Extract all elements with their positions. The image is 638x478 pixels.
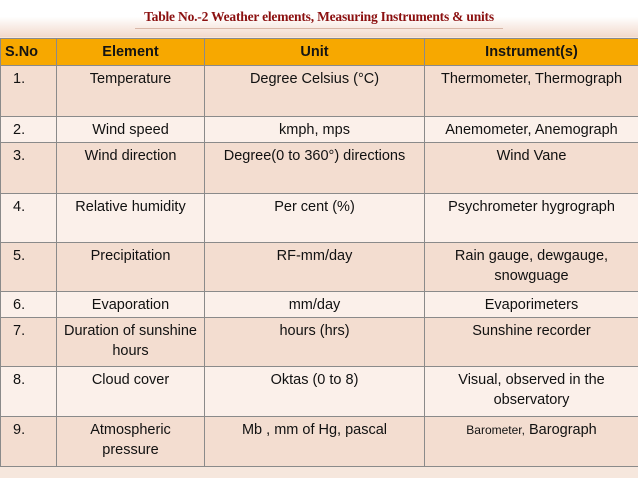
- header-element: Element: [57, 39, 205, 66]
- instrument-barometer: Barometer,: [466, 423, 525, 437]
- table-row: [1, 243, 638, 292]
- title-bar: [0, 0, 638, 37]
- cell-unit: Degree(0 to 360°) directions: [205, 143, 425, 194]
- cell-sno: 1.: [1, 66, 57, 117]
- cell-instrument: [425, 417, 638, 467]
- cell-element: Wind speed: [57, 117, 205, 143]
- cell-element: Cloud cover: [57, 367, 205, 417]
- cell-unit: mm/day: [205, 292, 425, 318]
- slide-title: Table No.-2 Weather elements, Measuring Instruments & units: [144, 9, 494, 24]
- cell-element: Relative humidity: [57, 194, 205, 243]
- cell-sno: 3.: [1, 143, 57, 194]
- table-row: [1, 117, 638, 143]
- cell-element: Wind direction: [57, 143, 205, 194]
- title-underline: [135, 28, 503, 29]
- weather-elements-table: [0, 38, 638, 467]
- cell-sno: 9.: [1, 417, 57, 467]
- table-row: [1, 194, 638, 243]
- header-instrument: Instrument(s): [425, 39, 638, 66]
- cell-sno: 8.: [1, 367, 57, 417]
- cell-element: Duration of sunshine hours: [57, 318, 205, 367]
- cell-instrument: Psychrometer hygrograph: [425, 194, 638, 243]
- cell-sno: 7.: [1, 318, 57, 367]
- cell-element: Atmospheric pressure: [57, 417, 205, 467]
- cell-sno: 2.: [1, 117, 57, 143]
- cell-instrument: Wind Vane: [425, 143, 638, 194]
- cell-element: Temperature: [57, 66, 205, 117]
- cell-unit: Mb , mm of Hg, pascal: [205, 417, 425, 467]
- cell-unit: Per cent (%): [205, 194, 425, 243]
- cell-instrument: Anemometer, Anemograph: [425, 117, 638, 143]
- cell-unit: hours (hrs): [205, 318, 425, 367]
- cell-instrument: Evaporimeters: [425, 292, 638, 318]
- table-header-row: [1, 39, 638, 66]
- cell-instrument: Sunshine recorder: [425, 318, 638, 367]
- header-unit: Unit: [205, 39, 425, 66]
- cell-element: Precipitation: [57, 243, 205, 292]
- cell-unit: RF-mm/day: [205, 243, 425, 292]
- table-row: [1, 367, 638, 417]
- cell-sno: 4.: [1, 194, 57, 243]
- instrument-barograph: Barograph: [529, 422, 597, 438]
- header-sno: S.No: [1, 39, 57, 66]
- cell-instrument: Thermometer, Thermograph: [425, 66, 638, 117]
- table-row: [1, 292, 638, 318]
- table-row: [1, 318, 638, 367]
- table-row: [1, 417, 638, 467]
- cell-unit: kmph, mps: [205, 117, 425, 143]
- cell-instrument: Visual, observed in the observatory: [425, 367, 638, 417]
- table-row: [1, 66, 638, 117]
- cell-element: Evaporation: [57, 292, 205, 318]
- cell-sno: 6.: [1, 292, 57, 318]
- cell-unit: Degree Celsius (°C): [205, 66, 425, 117]
- cell-instrument: Rain gauge, dewgauge, snowguage: [425, 243, 638, 292]
- cell-sno: 5.: [1, 243, 57, 292]
- cell-unit: Oktas (0 to 8): [205, 367, 425, 417]
- table-row: [1, 143, 638, 194]
